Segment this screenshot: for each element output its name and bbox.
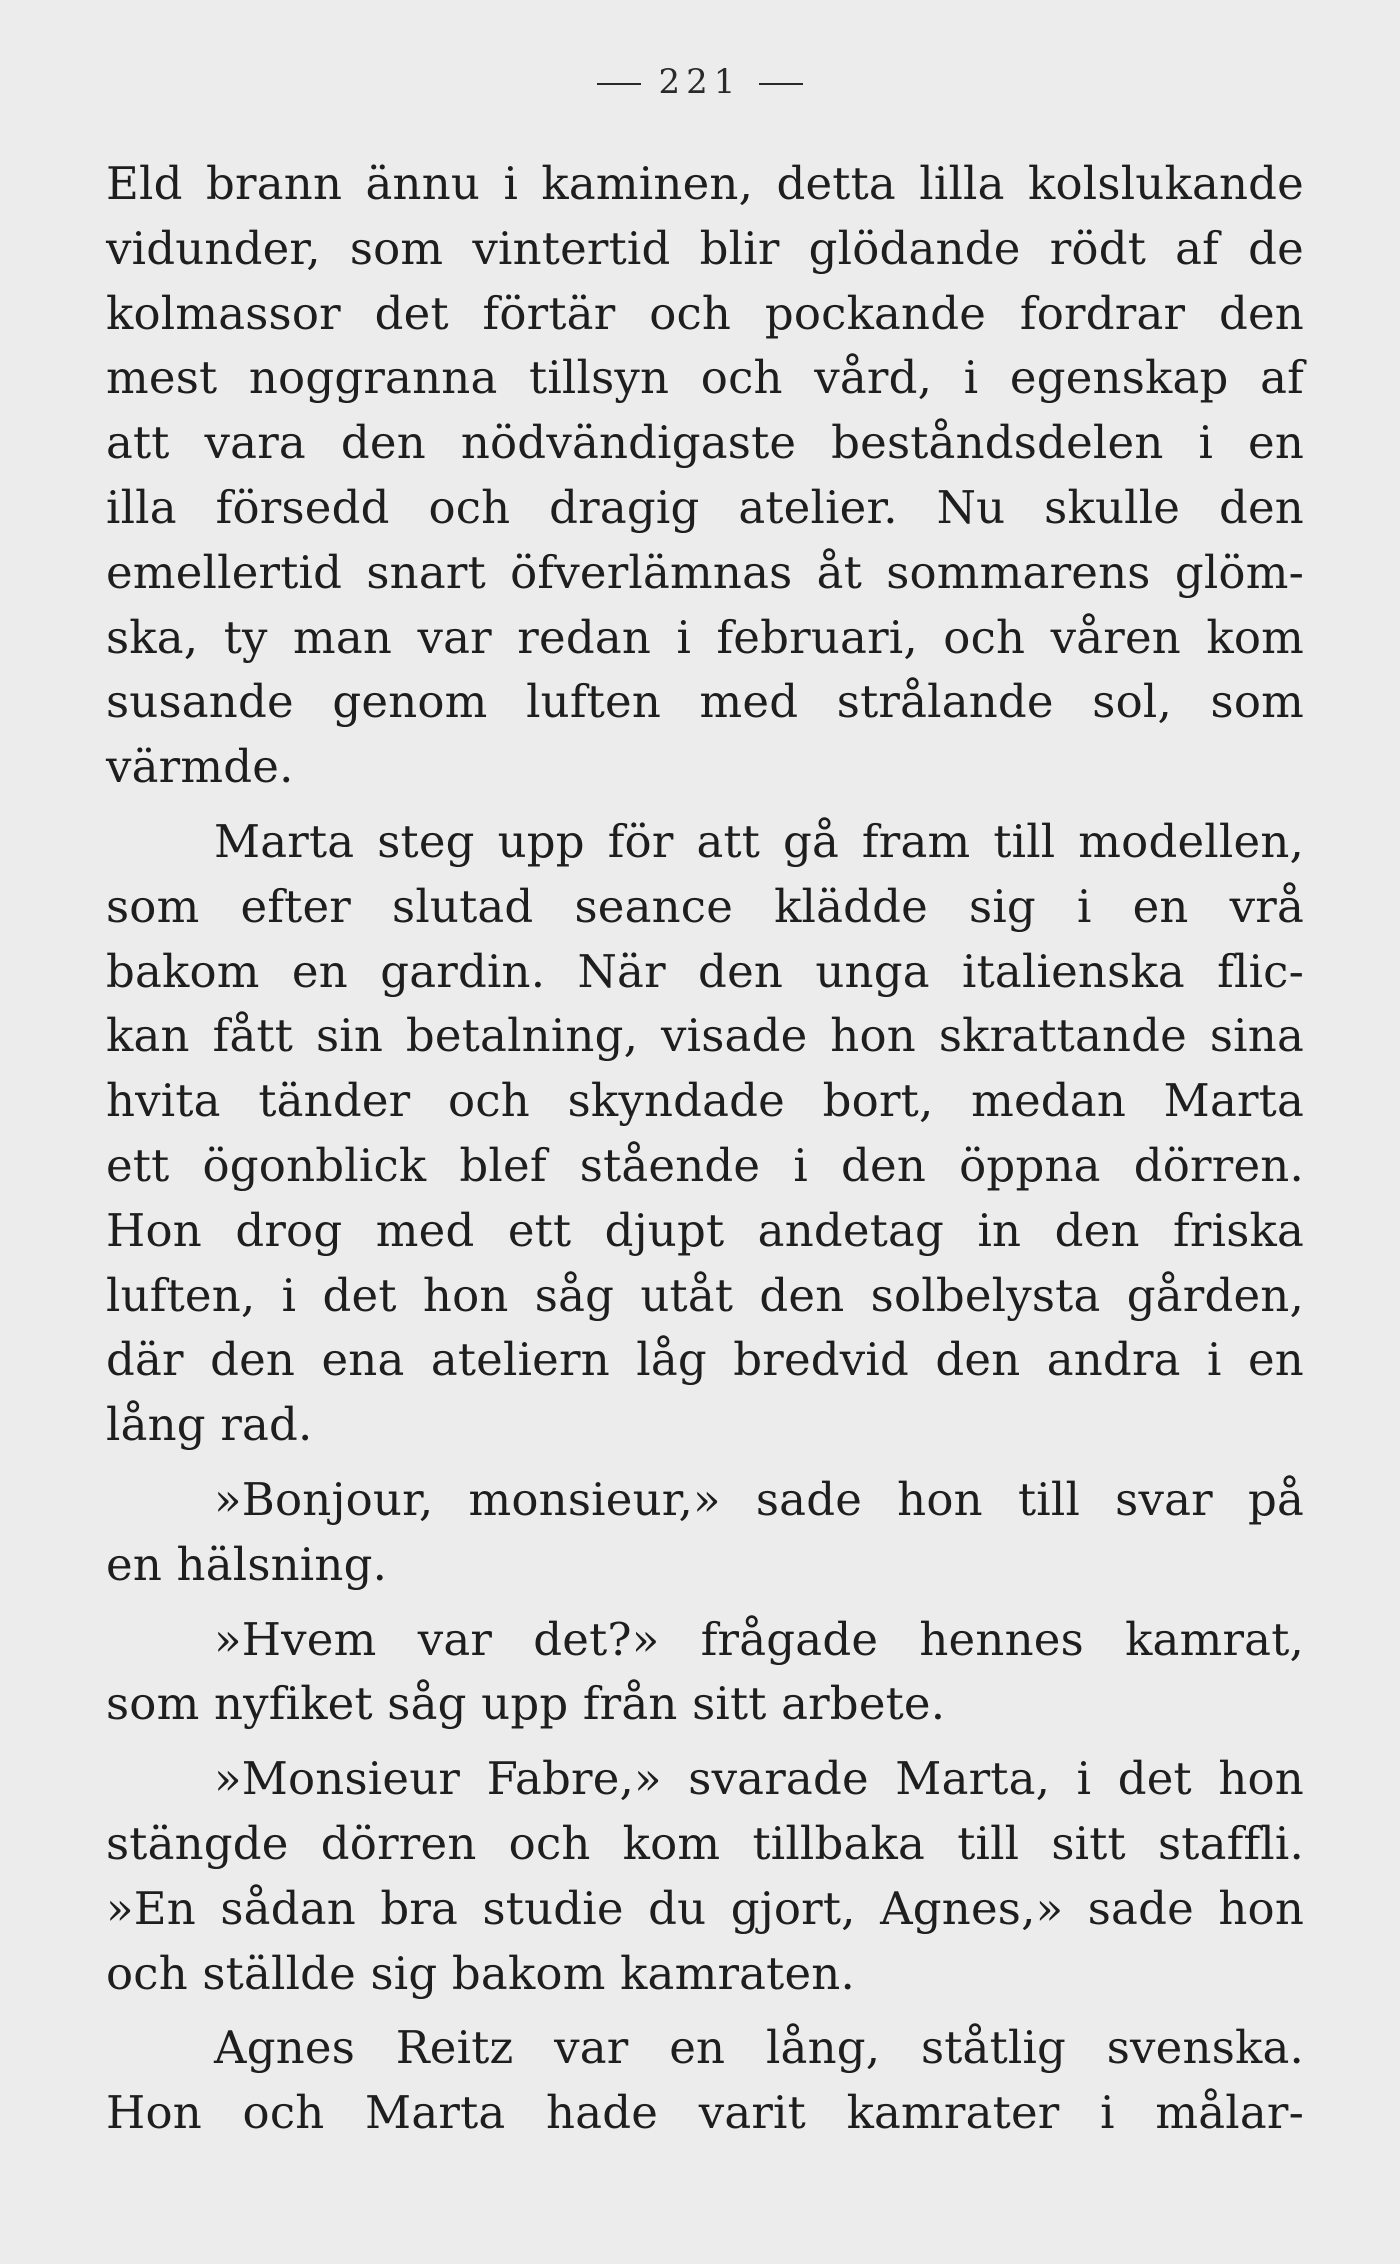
text-line: »Hvem var det?» frågade hennes kamrat,	[214, 1612, 1304, 1666]
text-line: att vara den nödvändigaste beståndsdelen i en	[106, 416, 1304, 470]
text-line: illa försedd och dragig atelier. Nu skulle den	[106, 480, 1304, 534]
text-line: Eld brann ännu i kaminen, detta lilla kolslukande	[106, 157, 1304, 210]
text-line: kolmassor det förtär och pockande fordrar den	[106, 286, 1304, 340]
text-line: ett ögonblick blef stående i den öppna dörren.	[106, 1138, 1304, 1192]
body-text	[106, 152, 1304, 2156]
header-dash-right	[759, 83, 803, 85]
text-line: och ställde sig bakom kamraten.	[106, 1946, 855, 2000]
text-line: Marta steg upp för att gå fram till modellen,	[214, 814, 1304, 868]
text-line: vidunder, som vintertid blir glödande rödt af de	[106, 221, 1304, 275]
text-line: kan fått sin betalning, visade hon skrattande sina	[106, 1009, 1304, 1063]
text-line: stängde dörren och kom tillbaka till sitt staffli.	[106, 1816, 1304, 1870]
text-line: Agnes Reitz var en lång, ståtlig svenska.	[214, 2021, 1304, 2075]
paragraph	[106, 810, 1304, 1458]
header-dash-left	[597, 83, 641, 85]
text-line: som efter slutad seance klädde sig i en vrå	[106, 879, 1304, 933]
text-line: där den ena ateliern låg bredvid den andra i en	[106, 1333, 1304, 1387]
text-line: hvita tänder och skyndade bort, medan Marta	[106, 1074, 1304, 1128]
text-line: susande genom luften med strålande sol, som	[106, 675, 1304, 729]
text-line: luften, i det hon såg utåt den solbelysta gården,	[106, 1268, 1304, 1322]
text-line: värmde.	[106, 740, 294, 794]
text-line: »En sådan bra studie du gjort, Agnes,» sade hon	[106, 1881, 1304, 1935]
text-line: »Bonjour, monsieur,» sade hon till svar på	[214, 1472, 1304, 1526]
text-line: Hon drog med ett djupt andetag in den friska	[106, 1203, 1304, 1257]
text-line: bakom en gardin. När den unga italienska flic-	[106, 944, 1304, 998]
text-line: emellertid snart öfverlämnas åt sommarens glöm-	[106, 545, 1304, 599]
page-header	[0, 62, 1400, 102]
text-line: ska, ty man var redan i februari, och våren kom	[106, 610, 1304, 664]
text-line: mest noggranna tillsyn och vård, i egenskap af	[106, 351, 1304, 405]
paragraph	[106, 1468, 1304, 1598]
text-line: en hälsning.	[106, 1537, 388, 1591]
paragraph	[106, 1747, 1304, 2006]
text-line: som nyfiket såg upp från sitt arbete.	[106, 1677, 946, 1731]
page-number: 221	[658, 62, 742, 102]
paragraph	[106, 2016, 1304, 2146]
text-line: »Monsieur Fabre,» svarade Marta, i det hon	[214, 1752, 1304, 1806]
paragraph	[106, 1608, 1304, 1738]
text-line: lång rad.	[106, 1398, 313, 1452]
paragraph	[106, 152, 1304, 800]
text-line: Hon och Marta hade varit kamrater i målar-	[106, 2086, 1304, 2140]
